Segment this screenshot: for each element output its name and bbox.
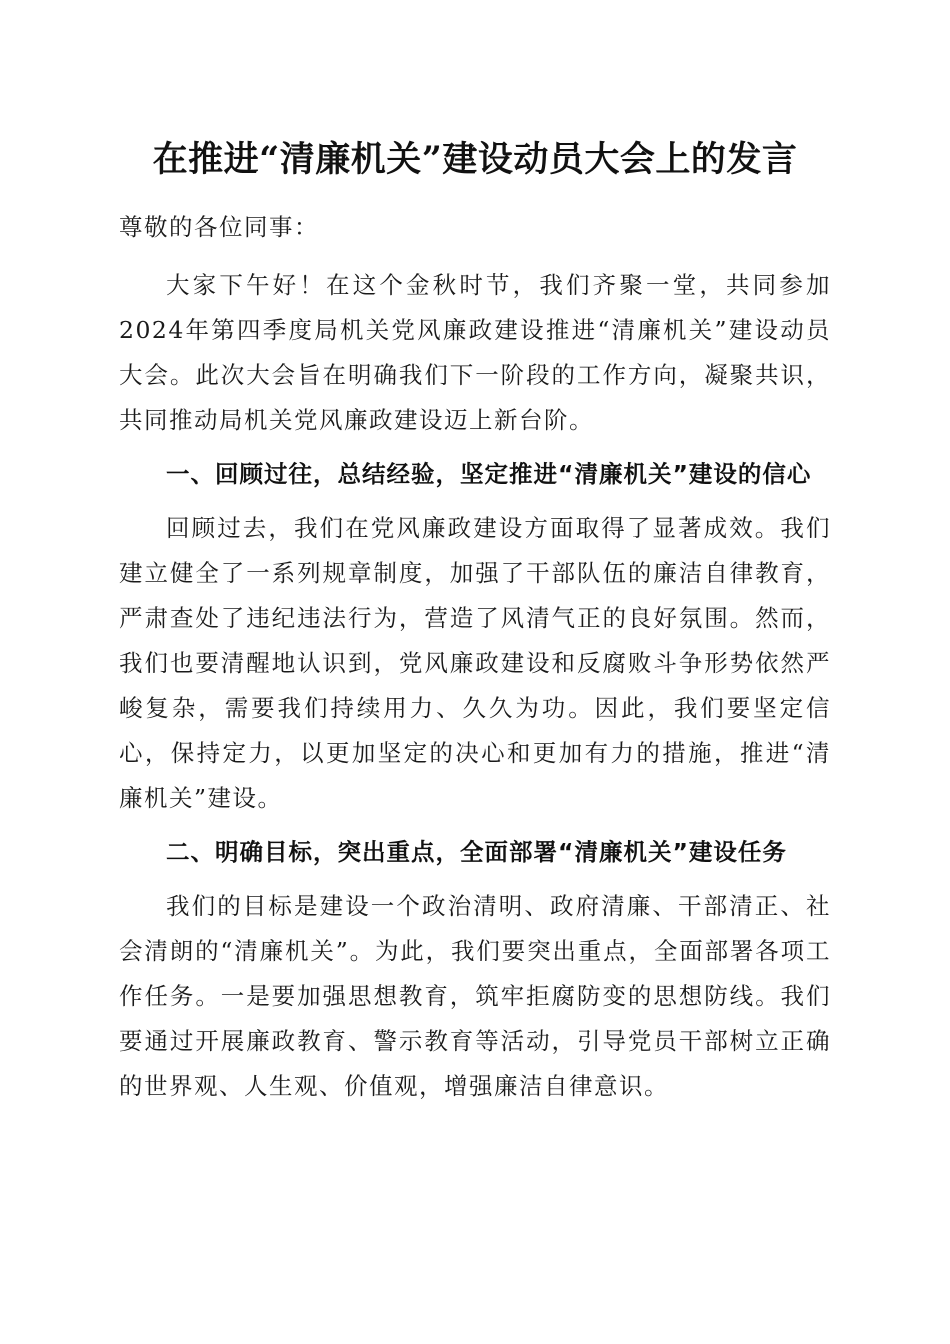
page-title: 在推进“清廉机关”建设动员大会上的发言 [152,139,798,180]
section-paragraph-1: 回顾过去，我们在党风廉政建设方面取得了显著成效。我们建立健全了一系列规章制度，加强了干部队伍的廉洁自律教育，严肃查处了违纪违法行为，营造了风清气正的良好氛围。然而，我们也要清醒地认识到，党风廉政建设和反腐败斗争形势依然严峻复杂，需要我们持续用力、久久为功。因此，我们要坚定信心，保持定力，以更加坚定的决心和更加有力的措施，推进“清廉机关”建设。 [119,514,831,812]
section-paragraph-2: 我们的目标是建设一个政治清明、政府清廉、干部清正、社会清朗的“清廉机关”。为此，我们要突出重点，全面部署各项工作任务。一是要加强思想教育，筑牢拒腐防变的思想防线。我们要通过开展廉政教育、警示教育等活动，引导党员干部树立正确的世界观、人生观、价值观，增强廉洁自律意识。 [119,892,831,1100]
section-heading-2: 二、明确目标，突出重点，全面部署“清廉机关”建设任务 [166,838,787,866]
document-body [119,205,831,1109]
intro-paragraph: 大家下午好！在这个金秋时节，我们齐聚一堂，共同参加2024年第四季度局机关党风廉政建设推进“清廉机关”建设动员大会。此次大会旨在明确我们下一阶段的工作方向，凝聚共识，共同推动局机关党风廉政建设迈上新台阶。 [119,271,831,434]
salutation: 尊敬的各位同事： [119,213,319,241]
section-heading-1: 一、回顾过往，总结经验，坚定推进“清廉机关”建设的信心 [166,460,812,488]
